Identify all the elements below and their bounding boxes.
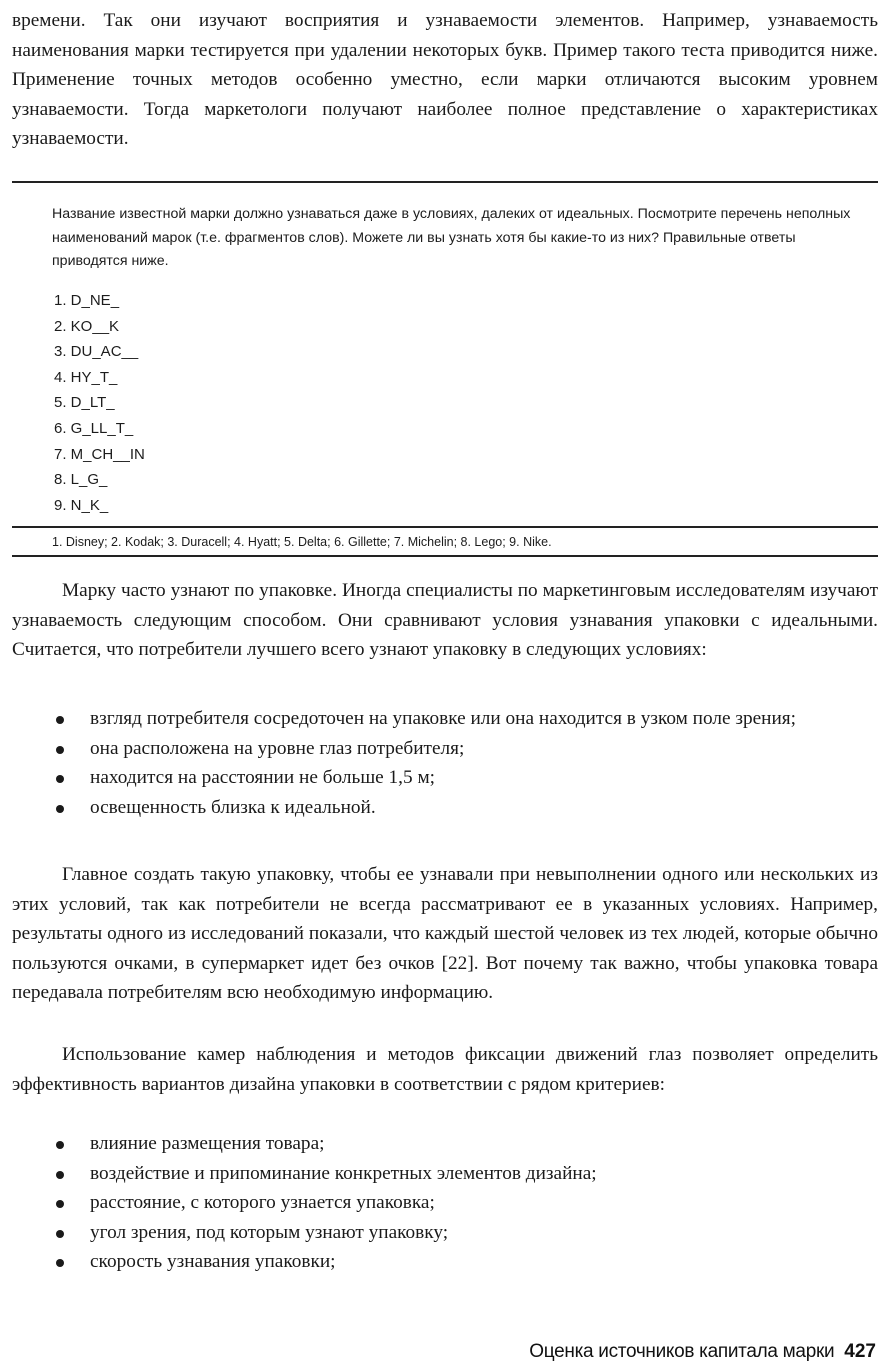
condition-item: находится на расстоянии не больше 1,5 м; [52,763,878,793]
page-number: 427 [844,1341,876,1362]
bullet-icon [56,775,64,783]
brand-fragment-item: 8. L_G_ [54,471,108,489]
box-top-rule [12,181,878,183]
bullet-icon [56,1141,64,1149]
condition-item: она расположена на уровне глаз потребителя; [52,734,878,764]
intro-paragraph: времени. Так они изучают восприятия и узнаваемости элементов. Например, узнаваемость наименования марки тестируется при удалении некоторых букв. Пример такого теста приводится ниже. Применение точных методов особенно уместно, если марки отличаются высоким уровнем узнаваемости. Тогда маркетологи получают наиболее полное представление о характеристиках узнаваемости. [12,10,878,150]
condition-item: взгляд потребителя сосредоточен на упаковке или она находится в узком поле зрения; [52,704,878,734]
cameras-paragraph: Использование камер наблюдения и методов фиксации движений глаз позволяет определить эффективность вариантов дизайна упаковки в соответствии с рядом критериев: [12,1044,878,1095]
page-footer [529,1340,876,1364]
criterion-item: скорость узнавания упаковки; [52,1247,878,1277]
brand-fragment-item: 4. HY_T_ [54,368,118,386]
test-instructions: Название известной марки должно узнаваться даже в условиях, далеких от идеальных. Посмотрите перечень неполных наименований марок (т.е. фрагментов слов). Можете ли вы узнать хотя бы какие-то из них? Правильные ответы приводятся ниже. [52,206,851,269]
bullet-icon [56,1200,64,1208]
packaging-paragraph: Марку часто узнают по упаковке. Иногда специалисты по маркетинговым исследователям изучают узнаваемость следующим способом. Они сравнивают условия узнавания упаковки с идеальными. Считается, что потребители лучшего всего узнают упаковку в следующих условиях: [12,580,878,661]
condition-item: освещенность близка к идеальной. [52,793,878,823]
criterion-item: расстояние, с которого узнается упаковка; [52,1188,878,1218]
brand-fragment-item: 1. D_NE_ [54,292,120,309]
box-bottom-rule [12,555,878,557]
brand-fragment-item: 3. DU_AC__ [54,343,139,361]
brand-fragment-item: 6. G_LL_T_ [54,419,134,437]
criterion-item: влияние размещения товара; [52,1129,878,1159]
running-footer-title: Оценка источников капитала марки [529,1341,835,1362]
brand-fragment-item: 9. N_K_ [54,496,109,514]
main-paragraph: Главное создать такую упаковку, чтобы ее узнавали при невыполнении одного или нескольких из этих условий, так как потребители не всегда рассматривают ее в указанных условиях. Например, результаты одного из исследований показали, что каждый шестой человек из тех людей, которые обычно пользуются очками, в супермаркет идет без очков [22]. Вот почему так важно, чтобы упаковка товара передавала потребителям всю необходимую информацию. [12,864,878,1004]
bullet-icon [56,1259,64,1267]
criterion-item: угол зрения, под которым узнают упаковку; [52,1218,878,1248]
answers-line: 1. Disney; 2. Kodak; 3. Duracell; 4. Hyatt; 5. Delta; 6. Gillette; 7. Michelin; 8. Lego; 9. Nike. [52,535,552,549]
bullet-icon [56,1171,64,1179]
bullet-icon [56,1230,64,1238]
answers-top-rule [12,526,878,528]
brand-fragment-list [54,288,145,518]
criterion-item: воздействие и припоминание конкретных элементов дизайна; [52,1159,878,1189]
bullet-icon [56,805,64,813]
bullet-icon [56,746,64,754]
criteria-list [52,1129,878,1277]
conditions-list [52,704,878,822]
brand-fragment-item: 5. D_LT_ [54,394,115,412]
brand-fragment-item: 2. KO__K [54,317,120,335]
brand-fragment-item: 7. M_CH__IN [54,445,145,463]
bullet-icon [56,716,64,724]
